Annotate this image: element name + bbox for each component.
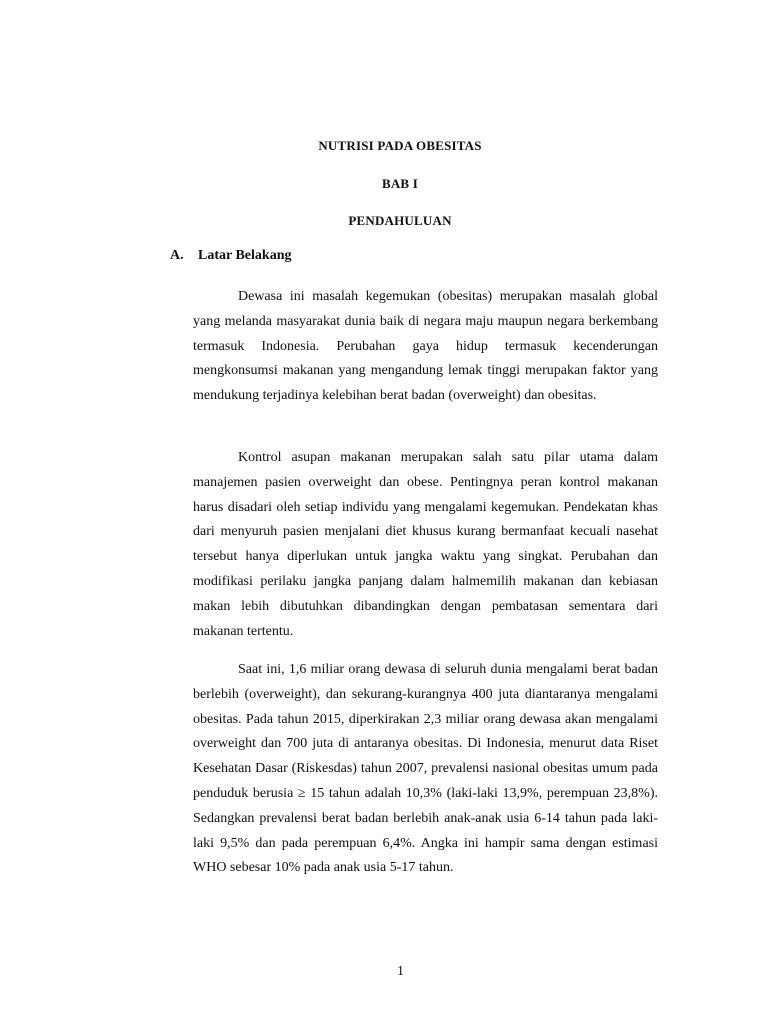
section-letter: A. xyxy=(170,248,184,263)
paragraph: Dewasa ini masalah kegemukan (obesitas) merupakan masalah global yang melanda masyarakat dunia baik di negara maju maupun negara berkembang termasuk Indonesia. Perubahan gaya hidup termasuk kecenderungan mengkonsumsi makanan yang mengandung lemak tinggi merupakan faktor yang mendukung terjadinya kelebihan berat badan (overweight) dan obesitas. xyxy=(193,289,658,404)
chapter-label: BAB I xyxy=(381,176,419,191)
paragraph: Kontrol asupan makanan merupakan salah satu pilar utama dalam manajemen pasien overweight dan obese. Pentingnya peran kontrol makanan harus disadari oleh setiap individu yang mengalami kegemukan. Pendekatan khas dari menyuruh pasien menjalani diet khusus kurang bermanfaat kecuali nasehat tersebut hanya diperlukan untuk jangka waktu yang singkat. Perubahan dan modifikasi perilaku jangka panjang dalam halmemilih makanan dan kebiasan makan lebih dibutuhkan dibandingkan dengan pembatasan sementara dari makanan tertentu. xyxy=(193,450,658,639)
document-title: NUTRISI PADA OBESITAS xyxy=(318,138,482,153)
page-number: 1 xyxy=(397,964,404,979)
paragraph: Saat ini, 1,6 miliar orang dewasa di seluruh dunia mengalami berat badan berlebih (overweight), dan sekurang-kurangnya 400 juta diantaranya mengalami obesitas. Pada tahun 2015, diperkirakan 2,3 miliar orang dewasa akan mengalami overweight dan 700 juta di antaranya obesitas. Di Indonesia, menurut data Riset Kesehatan Dasar (Riskesdas) tahun 2007, prevalensi nasional obesitas umum pada penduduk berusia ≥ 15 tahun adalah 10,3% (laki-laki 13,9%, perempuan 23,8%). Sedangkan prevalensi berat badan berlebih anak-anak usia 6-14 tahun pada laki-laki 9,5% dan pada perempuan 6,4%. Angka ini hampir sama dengan estimasi WHO sebesar 10% pada anak usia 5-17 tahun. xyxy=(193,662,658,876)
chapter-title: PENDAHULUAN xyxy=(348,213,452,228)
section-heading xyxy=(170,248,291,264)
section-title: Latar Belakang xyxy=(198,248,292,263)
